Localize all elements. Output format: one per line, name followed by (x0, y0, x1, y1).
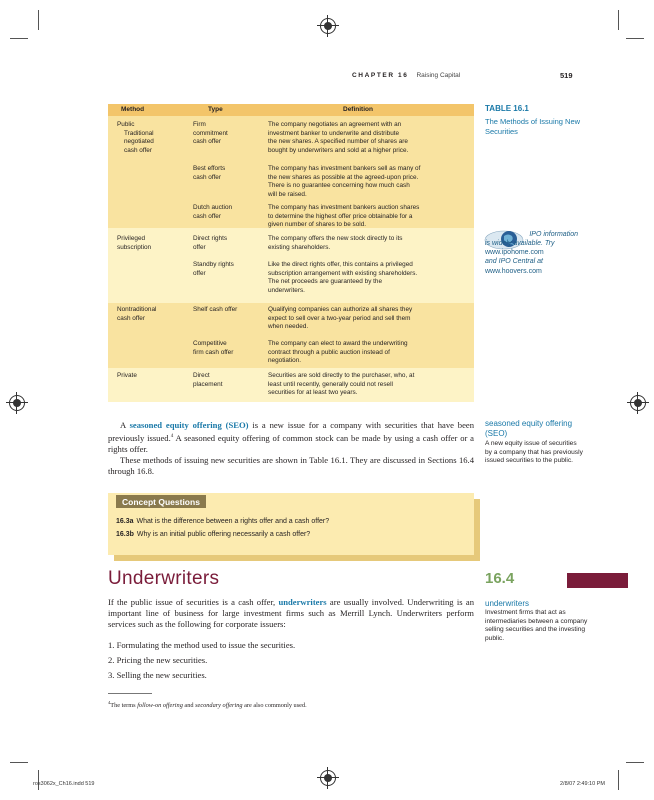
text-run: A (120, 420, 130, 430)
methods-table (108, 104, 474, 402)
table-cell-type: Best efforts (193, 165, 226, 172)
chapter-label: CHAPTER 16 (352, 72, 409, 79)
table-cell-type: Direct (193, 372, 210, 379)
crop-mark (626, 38, 644, 39)
paragraph: These methods of issuing new securities are shown in Table 16.1. They are discussed in Sections 16.4 through 16.8. (108, 455, 474, 476)
registration-mark-icon (630, 395, 646, 411)
section-bar (567, 573, 628, 588)
table-cell-type: Dutch auction (193, 204, 233, 211)
numbered-list (108, 640, 474, 685)
table-cell-type: Competitive (193, 340, 227, 347)
table-cell-definition: The net proceeds are guaranteed by the (268, 278, 383, 286)
table-cell-definition: The company negotiates an agreement with an (268, 121, 402, 128)
crop-mark (618, 10, 619, 30)
table-cell-method: cash offer (124, 147, 152, 155)
table-cell-definition: securities for at least two years. (268, 389, 358, 397)
crop-mark (38, 770, 39, 790)
concept-question (116, 518, 329, 525)
text-run: and (182, 702, 196, 710)
footnote (108, 700, 307, 709)
web-note-line: is widely available. Try (485, 240, 555, 247)
text-run: The terms (110, 702, 138, 710)
list-item: 1. Formulating the method used to issue the securities. (108, 640, 296, 650)
print-slug: ros3062x_Ch16.indd 519 (33, 781, 95, 787)
question-number: 16.3b (116, 531, 134, 538)
table-cell-definition: expect to sell over a two-year period and sell them (268, 314, 411, 322)
table-cell-type: Direct rights (193, 235, 228, 242)
table-cell-method: Traditional (124, 129, 154, 137)
question-text: What is the difference between a rights offer and a cash offer? (136, 518, 330, 525)
print-timestamp: 2/8/07 2:49:10 PM (560, 781, 605, 787)
text-run: If the public issue of securities is a cash offer, (108, 597, 279, 607)
table-cell-method: Private (117, 372, 137, 379)
table-cell-definition: given number of shares to be sold. (268, 221, 367, 229)
table-cell-definition: Securities are sold directly to the purchaser, who, at (268, 372, 415, 379)
web-note-body (485, 239, 595, 276)
table-cell-definition: the new shares. A specified number of shares are (268, 138, 408, 146)
key-term: underwriters (278, 597, 327, 607)
table-cell-type: cash offer (193, 138, 221, 146)
table-cell-definition: There is no guarantee concerning how much cash (268, 182, 410, 190)
table-cell-type: Standby rights (193, 261, 234, 268)
footnote-rule (108, 693, 152, 694)
registration-mark-icon (320, 770, 336, 786)
table-cell-type: placement (193, 380, 223, 388)
margin-term: underwriters (485, 599, 530, 608)
table-cell-definition: The company has investment bankers auction shares (268, 204, 420, 211)
question-number: 16.3a (116, 518, 134, 525)
table-cell-definition: The company has investment bankers sell as many of (268, 165, 421, 172)
paragraph (108, 420, 474, 455)
concept-title: Concept Questions (116, 495, 206, 508)
web-link[interactable]: www.hoovers.com (485, 267, 542, 275)
table-cell-method: cash offer (117, 314, 145, 322)
chapter-title: Raising Capital (416, 72, 461, 79)
table-caption: The Methods of Issuing New Securities (485, 117, 581, 136)
table-cell-definition: The company offers the new stock directly to its (268, 235, 403, 242)
table-cell-definition: Like the direct rights offer, this contains a privileged (268, 261, 413, 268)
footnote-number: 4 (108, 700, 111, 705)
table-cell-method: Public (117, 121, 135, 128)
table-cell-type: cash offer (193, 173, 221, 181)
section-number: 16.4 (485, 570, 515, 587)
concept-question (116, 531, 310, 538)
table-cell-definition: bought by underwriters and sold at a higher price. (268, 147, 409, 155)
column-header: Method (121, 106, 145, 113)
table-cell-definition: contract through a public auction instead of (268, 348, 390, 356)
web-link[interactable]: www.ipohome.com (485, 249, 544, 257)
table-cell-method: Nontraditional (117, 306, 157, 313)
text-run: is a new issue for a company with securities that have been previously issued. (108, 420, 474, 443)
table-cell-definition: subscription arrangement with existing shareholders. (268, 269, 418, 277)
table-cell-definition: The company can elect to award the underwriting (268, 340, 408, 347)
footnote-ref: 4 (170, 434, 174, 439)
web-note-line: and IPO Central at (485, 258, 543, 266)
margin-definition: A new equity issue of securities by a company that has previously issued securities to the public. (485, 440, 583, 465)
table-cell-type: offer (193, 243, 206, 251)
crop-mark (10, 38, 28, 39)
web-note (488, 230, 578, 239)
table-cell-method: negotiated (124, 138, 154, 146)
section-heading: Underwriters (108, 568, 220, 589)
crop-mark (626, 762, 644, 763)
table-cell-type: offer (193, 269, 206, 277)
table-cell-type: cash offer (193, 212, 221, 220)
table-cell-definition: Qualifying companies can authorize all shares they (268, 306, 413, 313)
text-run: follow-on offering (137, 702, 183, 710)
text-run: are usually involved. Underwriting is an important line of business for large investment firms such as Merrill Lynch. Underwriters perform services such as the following for corporate issuers: (108, 597, 474, 629)
column-header: Type (208, 106, 223, 113)
web-note-line: IPO information (529, 231, 578, 238)
table-cell-definition: investment banker to underwrite and distribute (268, 129, 400, 137)
crop-mark (10, 762, 28, 763)
table-cell-definition: least until recently, generally could not resell (268, 380, 393, 388)
list-item: 3. Selling the new securities. (108, 670, 207, 680)
table-cell-type: Firm (193, 121, 206, 128)
table-cell-definition: the new shares as possible at the agreed-upon price. (268, 173, 419, 181)
paragraph (108, 597, 474, 630)
table-cell-type: firm cash offer (193, 348, 234, 356)
page-number: 519 (560, 71, 573, 80)
column-header: Definition (343, 106, 373, 113)
list-item: 2. Pricing the new securities. (108, 655, 208, 665)
registration-mark-icon (9, 395, 25, 411)
text-run: are also commonly used. (242, 702, 307, 710)
table-cell-definition: existing shareholders. (268, 243, 331, 251)
table-cell-type: Shelf cash offer (193, 306, 238, 313)
crop-mark (618, 770, 619, 790)
text-run: secondary offering (195, 702, 243, 710)
table-header-row (108, 104, 474, 116)
crop-mark (38, 10, 39, 30)
table-cell-definition: underwriters. (268, 287, 305, 295)
table-cell-definition: to determine the highest offer price obtainable for a (268, 212, 413, 220)
table-cell-definition: negotiation. (268, 357, 302, 365)
text-run: A seasoned equity offering of common stock can be made by using a cash offer or a rights offer. (108, 432, 474, 454)
question-text: Why is an initial public offering necessarily a cash offer? (136, 531, 311, 538)
table-label: TABLE 16.1 (485, 104, 529, 113)
table-cell-method: subscription (117, 243, 152, 251)
margin-definition: Investment firms that act as intermediaries between a company selling securities and the investing public. (485, 609, 588, 642)
margin-term: seasoned equity offering (SEO) (485, 419, 573, 438)
running-header (352, 72, 460, 79)
table-cell-method: Privileged (117, 235, 146, 242)
registration-mark-icon (320, 18, 336, 34)
table-cell-definition: will be raised. (268, 191, 307, 199)
table-cell-definition: when needed. (268, 323, 309, 331)
key-term: seasoned equity offering (SEO) (129, 420, 249, 430)
table-cell-type: commitment (193, 129, 228, 137)
